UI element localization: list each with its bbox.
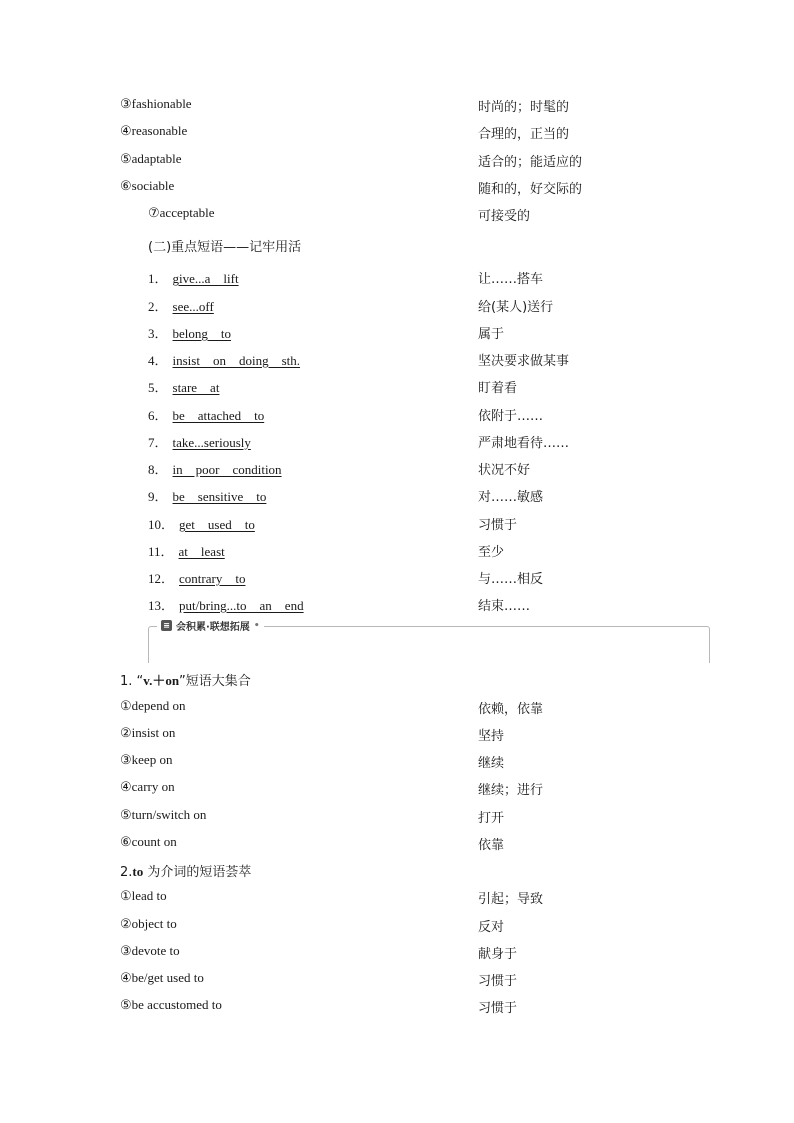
phrase-meaning: 让……搭车 — [478, 272, 544, 287]
phrase-meaning: 打开 — [478, 811, 505, 826]
vocab-word: ③fashionable — [120, 96, 192, 111]
phrase-row — [0, 943, 794, 963]
phrase-row — [0, 296, 794, 316]
phrase-meaning: 继续；进行 — [478, 783, 544, 798]
phrase-row — [0, 568, 794, 588]
phrase-row — [0, 595, 794, 615]
expansion-box — [148, 620, 710, 663]
phrase-number: 11． — [148, 544, 174, 559]
phrase-meaning: 献身于 — [478, 947, 518, 962]
phrase-meaning: 反对 — [478, 920, 505, 935]
phrase-row — [0, 997, 794, 1017]
phrase-number: 7． — [148, 435, 168, 450]
phrase-meaning: 继续 — [478, 756, 505, 771]
phrase-row — [0, 268, 794, 288]
phrase-meaning: 结束…… — [478, 599, 531, 614]
phrase-number: 13． — [148, 598, 175, 613]
phrase-text: ②object to — [120, 916, 177, 931]
phrase-meaning: 习惯于 — [478, 518, 518, 533]
phrase-number: 10． — [148, 517, 175, 532]
phrase-text: see...off — [172, 299, 214, 314]
section-title: (二)重点短语——记牢用活 — [148, 240, 302, 255]
phrase-text: ⑤turn/switch on — [120, 807, 207, 822]
vocab-row — [0, 123, 794, 143]
group-title-prefix: 2. — [120, 865, 133, 880]
phrase-text: at least — [178, 544, 225, 559]
group-title — [120, 861, 251, 880]
phrase-row — [0, 888, 794, 908]
phrase-text: ④be/get used to — [120, 970, 204, 985]
phrase-meaning: 依附于…… — [478, 409, 544, 424]
group-title — [120, 670, 251, 689]
phrase-number: 3． — [148, 326, 168, 341]
phrase-row — [0, 350, 794, 370]
vocab-meaning: 可接受的 — [478, 209, 531, 224]
phrase-number: 4． — [148, 353, 168, 368]
phrase-number: 9． — [148, 489, 168, 504]
phrase-text: stare at — [172, 380, 220, 395]
vocab-meaning: 时尚的；时髦的 — [478, 100, 570, 115]
phrase-text: put/bring...to an end — [179, 598, 304, 613]
phrase-number: 8． — [148, 462, 168, 477]
phrase-row — [0, 970, 794, 990]
phrase-meaning: 至少 — [478, 545, 505, 560]
phrase-text: ③devote to — [120, 943, 180, 958]
phrase-meaning: 给(某人)送行 — [478, 300, 554, 315]
vocab-row — [0, 151, 794, 171]
group-title-bold: v.＋on — [143, 673, 180, 688]
phrase-meaning: 依靠 — [478, 838, 505, 853]
box-label: 会积累·联想拓展 — [176, 622, 250, 633]
group-title-suffix: 为介词的短语荟萃 — [143, 865, 252, 880]
vocab-word: ⑦acceptable — [148, 205, 215, 220]
phrase-row — [0, 752, 794, 772]
group-title-prefix: 1. “ — [120, 674, 144, 689]
phrase-meaning: 习惯于 — [478, 1001, 518, 1016]
vocab-word: ⑥sociable — [120, 178, 175, 193]
phrase-row — [0, 541, 794, 561]
phrase-row — [0, 486, 794, 506]
book-icon: ≡ — [161, 620, 172, 631]
phrase-number: 1． — [148, 271, 168, 286]
phrase-row — [0, 725, 794, 745]
phrase-text: give...a lift — [172, 271, 239, 286]
phrase-row — [0, 323, 794, 343]
vocab-row — [0, 178, 794, 198]
vocab-word: ④reasonable — [120, 123, 188, 138]
phrase-number: 12． — [148, 571, 175, 586]
phrase-text: ①lead to — [120, 888, 167, 903]
phrase-meaning: 对……敏感 — [478, 490, 544, 505]
phrase-meaning: 状况不好 — [478, 463, 531, 478]
phrase-text: ①depend on — [120, 698, 186, 713]
phrase-text: ④carry on — [120, 779, 175, 794]
vocab-meaning: 适合的；能适应的 — [478, 155, 583, 170]
phrase-meaning: 属于 — [478, 327, 505, 342]
box-header — [157, 618, 264, 633]
phrase-row — [0, 432, 794, 452]
phrase-row — [0, 459, 794, 479]
phrase-meaning: 坚持 — [478, 729, 505, 744]
phrase-row — [0, 916, 794, 936]
phrase-row — [0, 834, 794, 854]
phrase-text: get used to — [179, 517, 255, 532]
phrase-meaning: 与……相反 — [478, 572, 544, 587]
phrase-meaning: 盯着看 — [478, 381, 518, 396]
vocab-word: ⑤adaptable — [120, 151, 182, 166]
phrase-number: 6． — [148, 408, 168, 423]
phrase-text: be attached to — [172, 408, 265, 423]
phrase-row — [0, 377, 794, 397]
vocab-row — [0, 96, 794, 116]
phrase-row — [0, 807, 794, 827]
phrase-row — [0, 779, 794, 799]
phrase-text: belong to — [172, 326, 232, 341]
phrase-row — [0, 514, 794, 534]
phrase-text: take...seriously — [172, 435, 251, 450]
phrase-text: ③keep on — [120, 752, 173, 767]
phrase-meaning: 坚决要求做某事 — [478, 354, 570, 369]
phrase-number: 5． — [148, 380, 168, 395]
phrase-number: 2． — [148, 299, 168, 314]
phrase-text: insist on doing sth. — [172, 353, 301, 368]
vocab-meaning: 随和的，好交际的 — [478, 182, 583, 197]
phrase-text: be sensitive to — [172, 489, 267, 504]
phrase-meaning: 严肃地看待…… — [478, 436, 570, 451]
phrase-text: ⑥count on — [120, 834, 177, 849]
group-title-bold: to — [132, 864, 144, 879]
phrase-text: contrary to — [179, 571, 246, 586]
phrase-meaning: 引起；导致 — [478, 892, 544, 907]
phrase-text: in poor condition — [172, 462, 282, 477]
phrase-meaning: 依赖，依靠 — [478, 702, 544, 717]
phrase-text: ⑤be accustomed to — [120, 997, 222, 1012]
vocab-meaning: 合理的，正当的 — [478, 127, 570, 142]
group-title-suffix: ”短语大集合 — [179, 674, 251, 689]
dot-icon: • — [253, 620, 260, 631]
phrase-meaning: 习惯于 — [478, 974, 518, 989]
phrase-row — [0, 405, 794, 425]
phrase-text: ②insist on — [120, 725, 176, 740]
phrase-row — [0, 698, 794, 718]
vocab-row — [0, 205, 794, 225]
